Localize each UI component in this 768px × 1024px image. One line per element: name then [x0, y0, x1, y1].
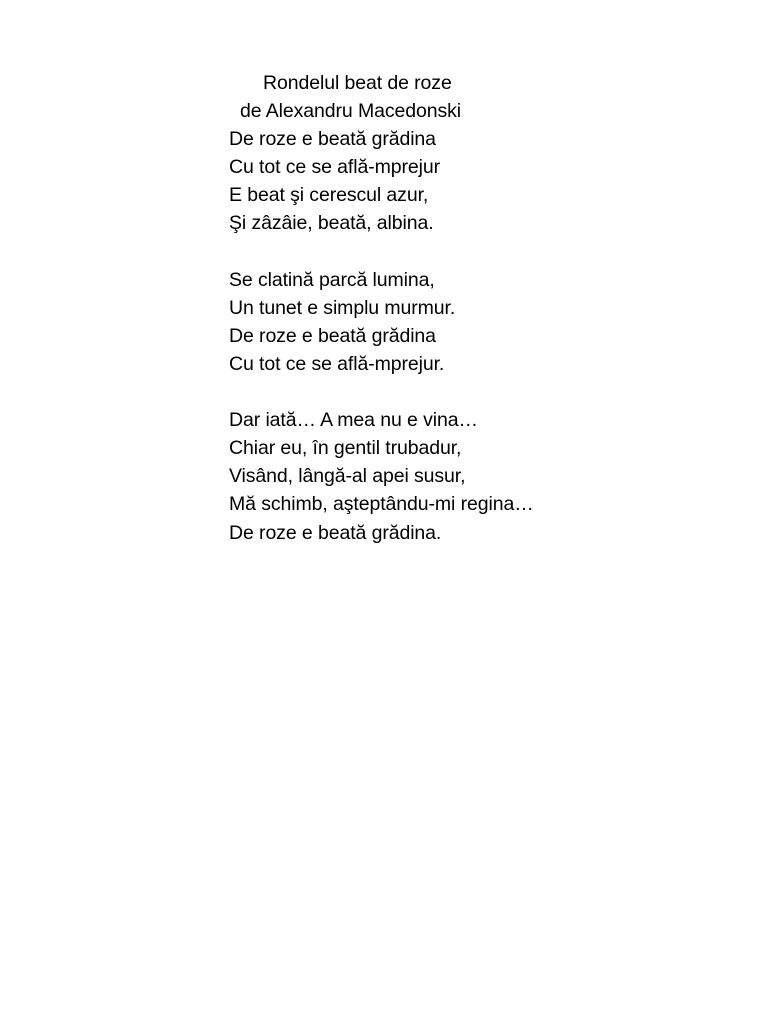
verse-line: Chiar eu, în gentil trubadur,	[229, 437, 462, 460]
verse-line: De roze e beată grădina	[229, 324, 436, 347]
verse-line: Visând, lângă-al apei susur,	[229, 465, 466, 488]
verse-line: Se clatină parcă lumina,	[229, 268, 435, 291]
verse-line: Cu tot ce se află-mprejur	[229, 156, 441, 179]
stanza-2	[229, 266, 649, 378]
poem	[229, 69, 649, 547]
verse-line: De roze e beată grădina.	[229, 521, 442, 544]
verse-line: Un tunet e simplu murmur.	[229, 296, 456, 319]
poem-title: Rondelul beat de roze	[263, 72, 452, 94]
verse-line: De roze e beată grădina	[229, 128, 436, 151]
stanza-1	[229, 125, 649, 237]
verse-line: Dar iată… A mea nu e vina…	[229, 409, 478, 432]
poem-author: de Alexandru Macedonski	[240, 100, 462, 123]
stanza-3	[229, 406, 649, 546]
verse-line: E beat şi cerescul azur,	[229, 184, 429, 207]
verse-line: Şi zâzâie, beată, albina.	[229, 212, 434, 235]
verse-line: Cu tot ce se află-mprejur.	[229, 352, 445, 375]
verse-line: Mă schimb, aşteptându-mi regina…	[229, 493, 534, 516]
